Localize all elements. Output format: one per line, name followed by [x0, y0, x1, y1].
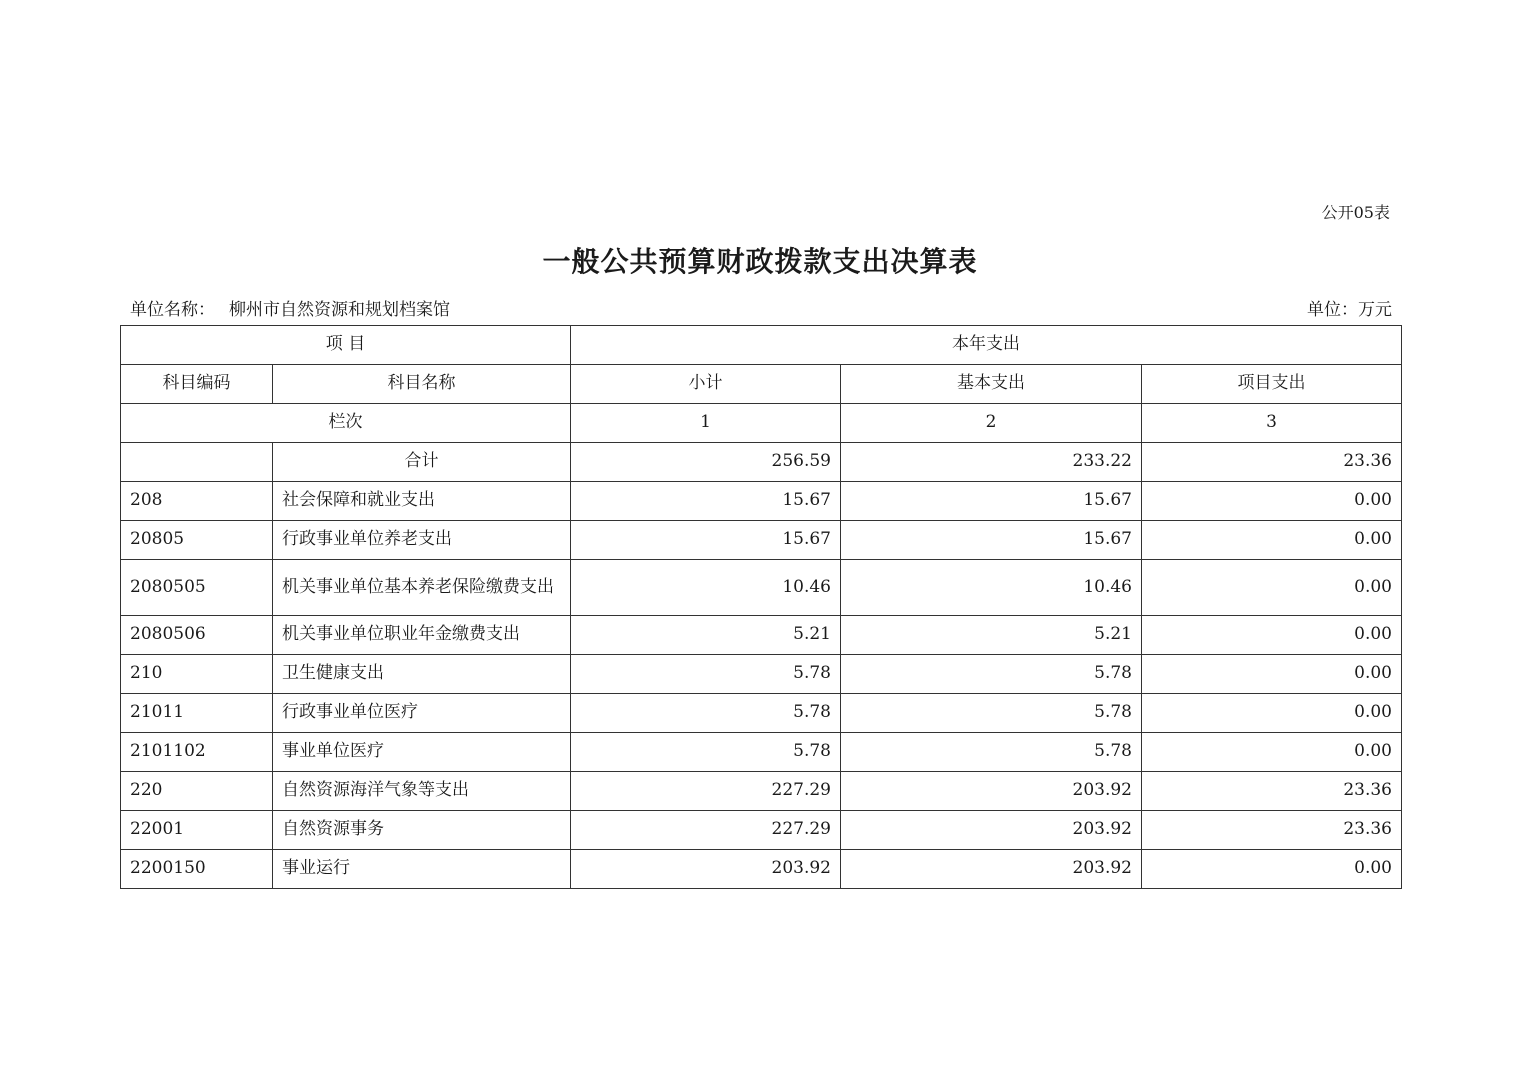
row-name: 行政事业单位养老支出: [273, 521, 571, 560]
total-basic: 233.22: [841, 443, 1142, 482]
row-subtotal: 203.92: [571, 850, 841, 889]
row-name: 自然资源海洋气象等支出: [273, 772, 571, 811]
row-code: 210: [121, 655, 273, 694]
row-name: 机关事业单位基本养老保险缴费支出: [273, 560, 571, 616]
row-code: 20805: [121, 521, 273, 560]
header-project: 项目支出: [1142, 365, 1402, 404]
header-name: 科目名称: [273, 365, 571, 404]
row-basic: 5.78: [841, 655, 1142, 694]
header-col3: 3: [1142, 404, 1402, 443]
row-code: 208: [121, 482, 273, 521]
row-basic: 5.78: [841, 694, 1142, 733]
row-name: 社会保障和就业支出: [273, 482, 571, 521]
row-subtotal: 5.21: [571, 616, 841, 655]
row-subtotal: 227.29: [571, 811, 841, 850]
header-col1: 1: [571, 404, 841, 443]
row-name: 自然资源事务: [273, 811, 571, 850]
row-code: 2080505: [121, 560, 273, 616]
row-subtotal: 227.29: [571, 772, 841, 811]
header-row-2: [121, 365, 1402, 404]
row-project: 0.00: [1142, 616, 1402, 655]
currency-unit: 单位：万元: [1307, 300, 1392, 320]
row-subtotal: 5.78: [571, 655, 841, 694]
header-basic: 基本支出: [841, 365, 1142, 404]
row-project: 0.00: [1142, 655, 1402, 694]
header-item: 项 目: [121, 326, 571, 365]
header-col2: 2: [841, 404, 1142, 443]
table-row: [121, 850, 1402, 889]
row-basic: 10.46: [841, 560, 1142, 616]
header-current-year: 本年支出: [571, 326, 1402, 365]
table-row: [121, 733, 1402, 772]
row-code: 21011: [121, 694, 273, 733]
row-code: 2200150: [121, 850, 273, 889]
unit-name-label: 单位名称：: [130, 300, 215, 320]
row-code: 220: [121, 772, 273, 811]
expenditure-table: [120, 325, 1402, 889]
row-subtotal: 5.78: [571, 694, 841, 733]
row-subtotal: 5.78: [571, 733, 841, 772]
row-project: 0.00: [1142, 482, 1402, 521]
row-name: 机关事业单位职业年金缴费支出: [273, 616, 571, 655]
table-row: [121, 482, 1402, 521]
table-body: [121, 326, 1402, 889]
row-code: 2080506: [121, 616, 273, 655]
table-row: [121, 560, 1402, 616]
row-basic: 15.67: [841, 521, 1142, 560]
total-code: [121, 443, 273, 482]
header-row-1: [121, 326, 1402, 365]
unit-name-group: [130, 295, 450, 320]
row-project: 0.00: [1142, 560, 1402, 616]
row-basic: 15.67: [841, 482, 1142, 521]
row-name: 事业运行: [273, 850, 571, 889]
row-subtotal: 15.67: [571, 521, 841, 560]
unit-info-row: [130, 295, 1392, 320]
row-basic: 203.92: [841, 811, 1142, 850]
row-project: 0.00: [1142, 521, 1402, 560]
row-subtotal: 10.46: [571, 560, 841, 616]
total-subtotal: 256.59: [571, 443, 841, 482]
row-subtotal: 15.67: [571, 482, 841, 521]
row-basic: 203.92: [841, 772, 1142, 811]
total-row: [121, 443, 1402, 482]
row-project: 23.36: [1142, 772, 1402, 811]
page-title: 一般公共预算财政拨款支出决算表: [542, 245, 978, 278]
row-project: 0.00: [1142, 733, 1402, 772]
unit-name: 柳州市自然资源和规划档案馆: [229, 300, 450, 320]
row-project: 23.36: [1142, 811, 1402, 850]
row-basic: 5.21: [841, 616, 1142, 655]
row-code: 2101102: [121, 733, 273, 772]
row-project: 0.00: [1142, 850, 1402, 889]
row-basic: 203.92: [841, 850, 1142, 889]
header-subtotal: 小计: [571, 365, 841, 404]
row-project: 0.00: [1142, 694, 1402, 733]
total-project: 23.36: [1142, 443, 1402, 482]
table-row: [121, 521, 1402, 560]
table-row: [121, 694, 1402, 733]
row-name: 行政事业单位医疗: [273, 694, 571, 733]
table-row: [121, 772, 1402, 811]
header-row-3: [121, 404, 1402, 443]
header-column-order: 栏次: [121, 404, 571, 443]
table-row: [121, 811, 1402, 850]
table-row: [121, 616, 1402, 655]
row-name: 事业单位医疗: [273, 733, 571, 772]
row-name: 卫生健康支出: [273, 655, 571, 694]
header-code: 科目编码: [121, 365, 273, 404]
form-code: 公开05表: [1321, 203, 1390, 222]
row-code: 22001: [121, 811, 273, 850]
table-row: [121, 655, 1402, 694]
row-basic: 5.78: [841, 733, 1142, 772]
total-label: 合计: [273, 443, 571, 482]
